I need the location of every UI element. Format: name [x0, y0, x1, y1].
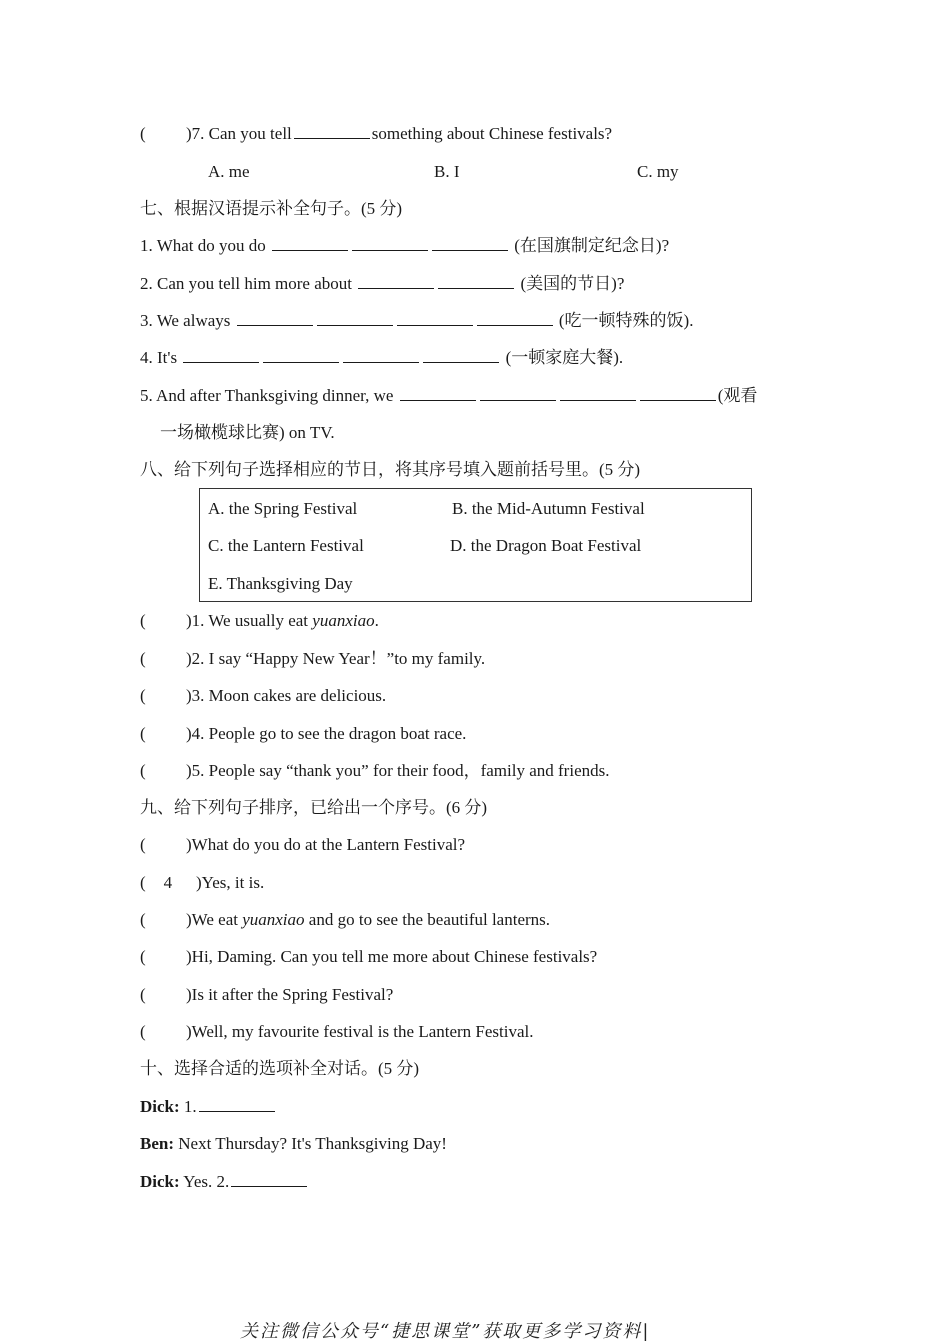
fill-blank	[294, 123, 370, 139]
festival-option-c: C. the Lantern Festival	[208, 536, 364, 555]
section-7-item-2: 2. Can you tell him more about (美国的节日)?	[140, 274, 625, 293]
section-7-item-3: 3. We always (吃一顿特殊的饭).	[140, 311, 694, 330]
fill-blank	[397, 310, 473, 326]
section-9-item: ( )Hi, Daming. Can you tell me more about Chinese festivals?	[140, 947, 598, 966]
dialogue-line: Dick: Yes. 2.	[140, 1171, 309, 1193]
fill-blank	[423, 347, 499, 363]
fill-blank	[432, 235, 508, 251]
festival-option-a: A. the Spring Festival	[208, 499, 358, 518]
section-8-title: 八、给下列句子选择相应的节日，将其序号填入题前括号里。(5 分)	[140, 460, 641, 479]
answer-bracket: (	[140, 985, 146, 1004]
answer-bracket: (	[140, 835, 146, 854]
answer-bracket: (	[140, 1022, 146, 1041]
section-7-item-4: 4. It's (一顿家庭大餐).	[140, 348, 624, 367]
section-10-title: 十、选择合适的选项补全对话。(5 分)	[140, 1059, 420, 1078]
section-8-item-4: ( )4. People go to see the dragon boat race.	[140, 724, 467, 743]
fill-blank	[352, 235, 428, 251]
fill-blank	[640, 385, 716, 401]
answer-bracket: (	[140, 910, 146, 929]
festival-option-b: B. the Mid-Autumn Festival	[452, 499, 645, 518]
footer-watermark: 关注微信公众号“捷思课堂”获取更多学习资料|	[240, 1321, 651, 1342]
section-9-item: ( )What do you do at the Lantern Festival?	[140, 835, 466, 854]
section-8-item-3: ( )3. Moon cakes are delicious.	[140, 686, 387, 705]
answer-bracket: (	[140, 947, 146, 966]
answer-bracket: (	[140, 761, 146, 780]
fill-blank	[237, 310, 313, 326]
fill-blank	[400, 385, 476, 401]
fill-blank	[358, 273, 434, 289]
answer-bracket: (	[140, 611, 146, 630]
section-9-title: 九、给下列句子排序，已给出一个序号。(6 分)	[140, 798, 488, 817]
speaker: Dick:	[140, 1097, 180, 1116]
answer-bracket: (	[140, 724, 146, 743]
fill-blank	[231, 1171, 307, 1187]
fill-blank	[272, 235, 348, 251]
fill-blank	[477, 310, 553, 326]
festival-option-d: D. the Dragon Boat Festival	[450, 536, 642, 555]
section-7-title: 七、根据汉语提示补全句子。(5 分)	[140, 199, 403, 218]
section-8-item-2: ( )2. I say “Happy New Year！”to my family.	[140, 649, 486, 668]
section-9-item: ( )We eat yuanxiao and go to see the beautiful lanterns.	[140, 910, 551, 929]
section-8-item-1: ( )1. We usually eat yuanxiao.	[140, 611, 379, 630]
fill-blank	[317, 310, 393, 326]
section-9-item: ( )Well, my favourite festival is the Lantern Festival.	[140, 1022, 534, 1041]
section-7-item-1: 1. What do you do (在国旗制定纪念日)?	[140, 236, 670, 255]
fill-blank	[183, 347, 259, 363]
section-8-item-5: ( )5. People say “thank you” for their food，family and friends.	[140, 761, 610, 780]
option-b: B. I	[434, 162, 460, 181]
answer-bracket: (	[140, 649, 146, 668]
fill-blank	[480, 385, 556, 401]
fill-blank	[560, 385, 636, 401]
section-7-item-5-cont: 一场橄榄球比赛) on TV.	[160, 423, 335, 442]
section-9-item: ( 4 )Yes, it is.	[140, 873, 265, 892]
fill-blank	[343, 347, 419, 363]
dialogue-line: Dick: 1.	[140, 1096, 277, 1118]
speaker: Ben:	[140, 1134, 174, 1153]
section-9-item: ( )Is it after the Spring Festival?	[140, 985, 394, 1004]
section-7-item-5: 5. And after Thanksgiving dinner, we (观看	[140, 386, 758, 405]
answer-bracket: (	[140, 124, 146, 143]
dialogue-line: Ben: Next Thursday? It's Thanksgiving Day!	[140, 1134, 447, 1153]
answer-bracket: (	[140, 686, 146, 705]
option-a: A. me	[208, 162, 250, 181]
fill-blank	[199, 1096, 275, 1112]
question-6-7: ( )7. Can you tell something about Chinese festivals?	[140, 124, 613, 143]
given-number: 4	[163, 873, 173, 892]
option-c: C. my	[637, 162, 679, 181]
festival-option-e: E. Thanksgiving Day	[208, 574, 353, 593]
speaker: Dick:	[140, 1172, 180, 1191]
answer-bracket-filled: ( 4	[140, 872, 196, 894]
fill-blank	[438, 273, 514, 289]
fill-blank	[263, 347, 339, 363]
